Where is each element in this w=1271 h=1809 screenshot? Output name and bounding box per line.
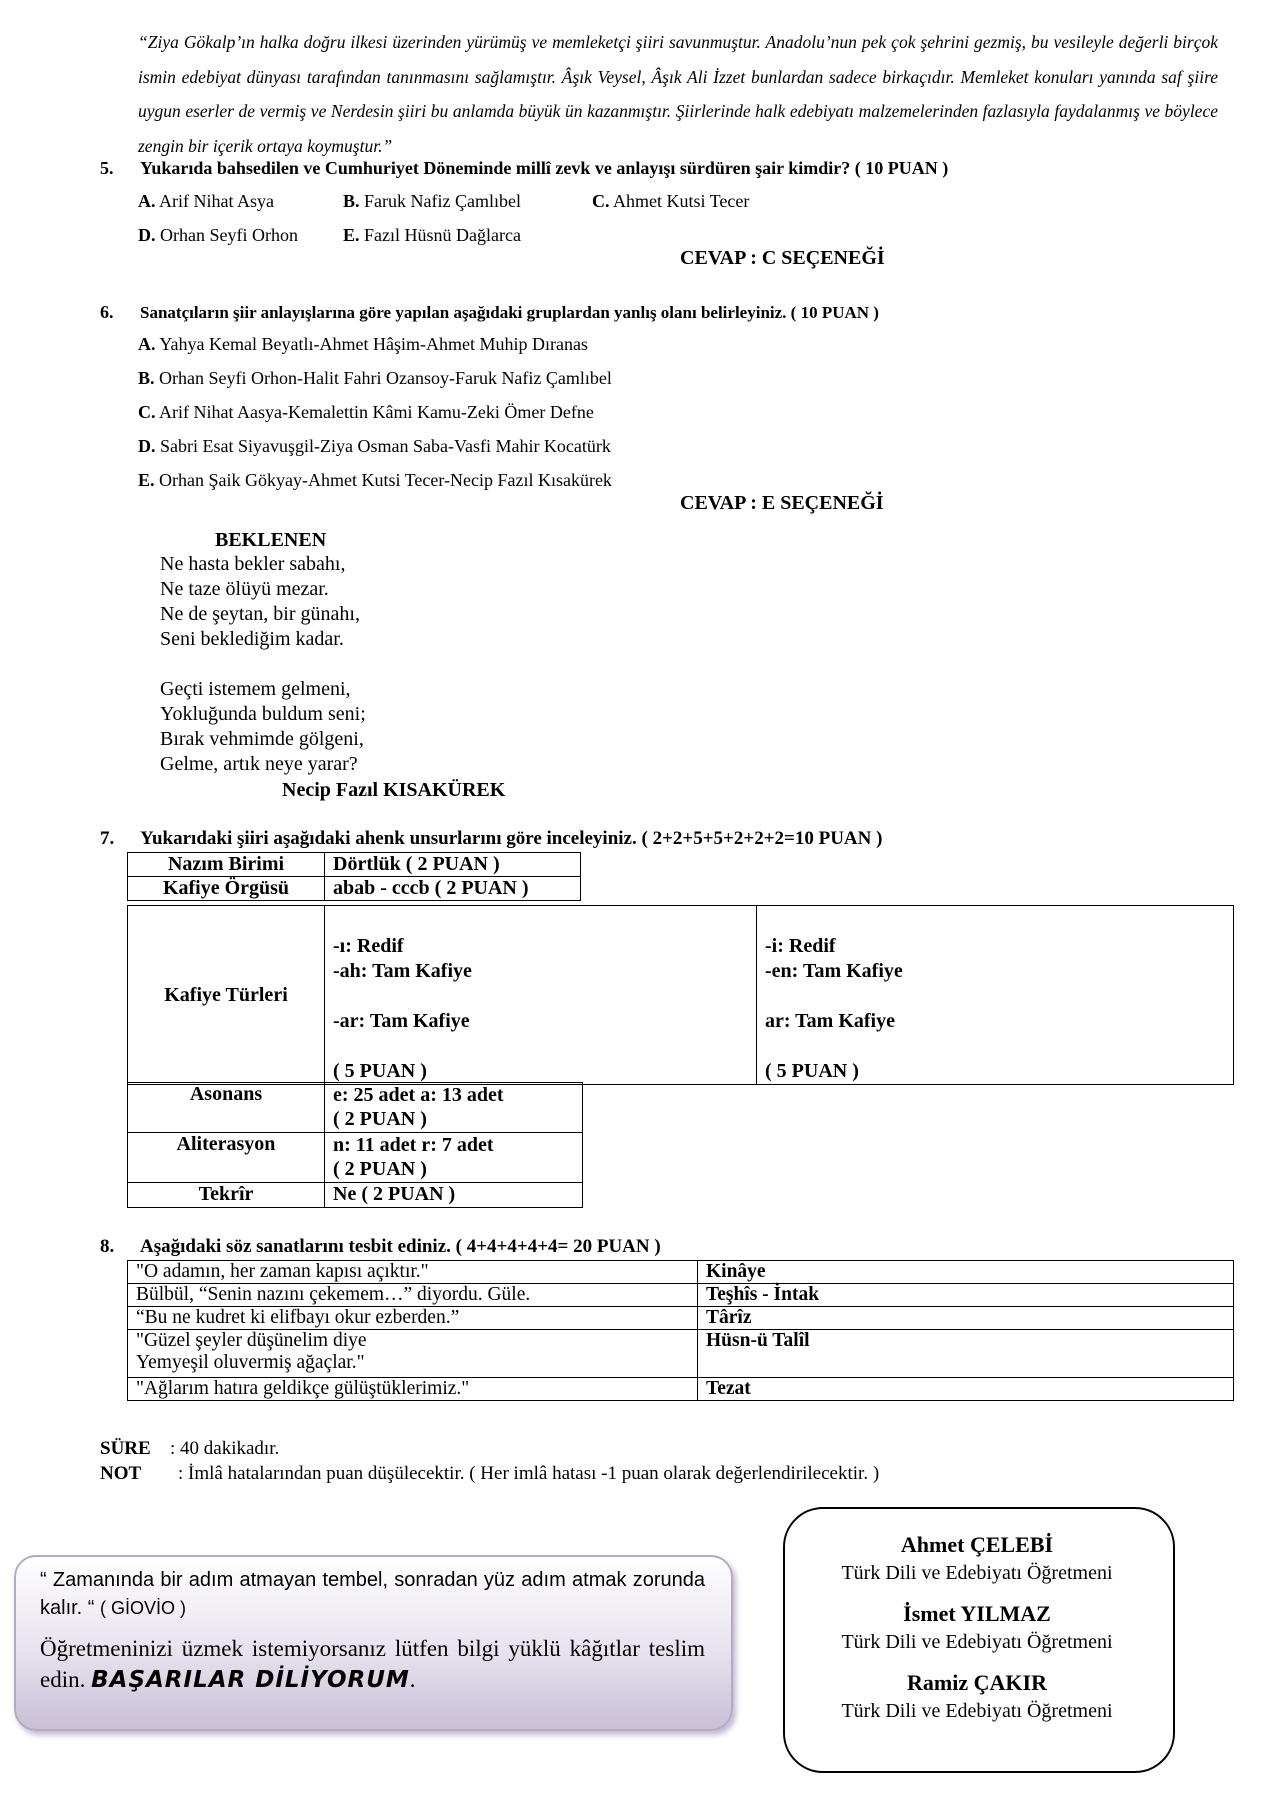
q8-sentence: Bülbül, “Senin nazını çekemem…” diyordu. Güle. [128,1284,698,1307]
kafiye-line: -i: Redif [765,935,836,957]
q5-option-d: D. Orhan Seyfi Orhon [138,225,298,245]
poem-line: Yokluğunda buldum seni; [160,703,366,725]
question-8-heading [100,1236,661,1258]
table-row [128,1284,1234,1307]
q8-answer: Teşhîs - İntak [698,1284,1234,1307]
sure-value: : 40 dakikadır. [170,1438,280,1459]
question-6-number: 6. [100,302,114,322]
q8-sentence: "O adamın, her zaman kapısı açıktır." [128,1261,698,1284]
asonans-label: Asonans [128,1083,325,1133]
kafiye-line: ( 5 PUAN ) [333,1060,427,1082]
q8-answer: Kinâye [698,1261,1234,1284]
not-line [100,1463,879,1485]
asonans-line: ( 2 PUAN ) [333,1108,427,1130]
poem-line: Gelme, artık neye yarar? [160,753,358,775]
table-row [128,1261,1234,1284]
q8-sentence: "Güzel şeyler düşünelim diye Yemyeşil oluvermiş ağaçlar." [128,1330,698,1378]
nazim-birimi-label: Nazım Birimi [128,853,325,877]
teacher-name: İsmet YILMAZ [903,1601,1051,1626]
poem-title: BEKLENEN [215,529,327,551]
quote-note [40,1633,705,1696]
question-7-heading [100,828,882,850]
q7-table-kafiye [127,905,1234,1085]
poem-line: Bırak vehmimde gölgeni, [160,728,364,750]
table-row [128,1307,1234,1330]
question-6-heading [100,302,879,323]
asonans-value [325,1083,583,1133]
kafiye-line [765,984,1225,1009]
q6-option-c: C. Arif Nihat Aasya-Kemalettin Kâmi Kamu-Zeki Ömer Defne [138,402,594,422]
kafiye-turleri-right [757,906,1234,1085]
aliterasyon-line: n: 11 adet r: 7 adet [333,1134,494,1156]
question-8-text: Aşağıdaki söz sanatlarını tesbit ediniz. ( 4+4+4+4+4= 20 PUAN ) [140,1236,661,1257]
teacher-title: Türk Dili ve Edebiyatı Öğretmeni [841,1562,1113,1584]
poem-line: Ne hasta bekler sabahı, [160,553,346,575]
sure-line [100,1438,279,1460]
q6-option-d: D. Sabri Esat Siyavuşgil-Ziya Osman Saba-Vasfi Mahir Kocatürk [138,436,611,456]
q8-answer: Târîz [698,1307,1234,1330]
q5-option-a: A. Arif Nihat Asya [138,191,274,211]
question-6-text: Sanatçıların şiir anlayışlarına göre yapılan aşağıdaki gruplardan yanlış olanı belirleyiniz. ( 10 PUAN ) [140,303,879,322]
question-5-number: 5. [100,158,114,178]
sure-label: SÜRE [100,1438,151,1459]
kafiye-line: -ar: Tam Kafiye [333,1010,470,1032]
q5-option-b: B. Faruk Nafiz Çamlıbel [343,191,521,211]
question-5-text: Yukarıda bahsedilen ve Cumhuriyet Döneminde millî zevk ve anlayışı sürdüren şair kimdir? ( 10 PUAN ) [140,158,949,178]
q5-answer: CEVAP : C SEÇENEĞİ [680,247,885,269]
q6-option-a: A. Yahya Kemal Beyatlı-Ahmet Hâşim-Ahmet Muhip Dıranas [138,334,588,354]
aliterasyon-value [325,1133,583,1183]
quote-sentence: “ Zamanında bir adım atmayan tembel, sonradan yüz adım atmak zorunda kalır. “ [40,1569,705,1619]
poem-line: Ne de şeytan, bir günahı, [160,603,360,625]
poem-line [160,652,366,677]
kafiye-line [765,1034,1225,1059]
kafiye-line [333,1034,748,1059]
kafiye-line: -ı: Redif [333,935,404,957]
poem-line: Geçti istemem gelmeni, [160,678,351,700]
not-value: : İmlâ hatalarından puan düşülecektir. ( Her imlâ hatası -1 puan olarak değerlendirilecektir. ) [178,1463,880,1484]
q6-answer: CEVAP : E SEÇENEĞİ [680,492,884,514]
question-7-text: Yukarıdaki şiiri aşağıdaki ahenk unsurlarını göre inceleyiniz. ( 2+2+5+5+2+2+2=10 PUAN ) [140,828,883,849]
kafiye-line: -ah: Tam Kafiye [333,960,472,982]
poem-line: Ne taze ölüyü mezar. [160,578,329,600]
kafiye-turleri-label: Kafiye Türleri [128,906,325,1085]
q8-sentence: “Bu ne kudret ki elifbayı okur ezberden.” [128,1307,698,1330]
q8-answer: Tezat [698,1378,1234,1401]
quote-text [40,1566,705,1622]
poem-body [160,552,366,777]
q5-option-e: E. Fazıl Hüsnü Dağlarca [343,225,521,245]
teacher-title: Türk Dili ve Edebiyatı Öğretmeni [841,1631,1113,1653]
kafiye-line: ar: Tam Kafiye [765,1010,895,1032]
quote-note-text: Öğretmeninizi üzmek istemiyorsanız lütfen bilgi yüklü kâğıtlar teslim edin. [40,1636,705,1692]
tekrir-value: Ne ( 2 PUAN ) [325,1183,583,1208]
kafiye-orgusu-label: Kafiye Örgüsü [128,877,325,901]
asonans-line: e: 25 adet a: 13 adet [333,1084,504,1106]
teacher-name: Ahmet ÇELEBİ [900,1532,1054,1557]
kafiye-turleri-left [325,906,757,1085]
tekrir-label: Tekrîr [128,1183,325,1208]
q5-option-c: C. Ahmet Kutsi Tecer [592,191,750,211]
q6-option-e: E. Orhan Şaik Gökyay-Ahmet Kutsi Tecer-Necip Fazıl Kısakürek [138,470,612,490]
table-row [128,1330,1234,1378]
q7-table-bottom [127,1082,583,1208]
q6-option-b: B. Orhan Seyfi Orhon-Halit Fahri Ozansoy-Faruk Nafiz Çamlıbel [138,368,612,388]
teacher-name: Ramiz ÇAKIR [907,1670,1047,1695]
table-row [128,1378,1234,1401]
kafiye-orgusu-value: abab - cccb ( 2 PUAN ) [325,877,581,901]
kafiye-line: -en: Tam Kafiye [765,960,903,982]
q8-sentence: "Ağlarım hatıra geldikçe gülüştüklerimiz." [128,1378,698,1401]
nazim-birimi-value: Dörtlük ( 2 PUAN ) [325,853,581,877]
quote-attribution: ( GİOVİO ) [100,1598,187,1618]
quote-emphasis: BAŞARILAR DİLİYORUM [91,1667,410,1693]
kafiye-line: ( 5 PUAN ) [765,1060,859,1082]
q8-answer: Hüsn-ü Talîl [698,1330,1234,1378]
teacher-title: Türk Dili ve Edebiyatı Öğretmeni [841,1700,1113,1722]
question-7-number: 7. [100,828,115,849]
question-5-heading [100,158,948,179]
poem-line: Seni beklediğim kadar. [160,628,344,650]
intro-paragraph: “Ziya Gökalp’ın halka doğru ilkesi üzerinden yürümüş ve memleketçi şiiri savunmuştur. Anadolu’nun pek çok şehrini gezmiş, bu vesileyle değerli birçok ismin edebiyat dünyası tarafından tanınmasını sağlamıştır. Âşık Veysel, Âşık Ali İzzet bunlardan sadece birkaçıdır. Memleket konuları yanında saf şiire uygun eserler de vermiş ve Nerdesin şiiri bu anlamda büyük ün kazanmıştır. Şiirlerinde halk edebiyatı malzemelerinden fazlasıyla faydalanmış ve böylece zengin bir içerik ortaya koymuştur.” [138,32,1218,156]
aliterasyon-label: Aliterasyon [128,1133,325,1183]
not-label: NOT [100,1463,142,1484]
poem-author: Necip Fazıl KISAKÜREK [282,779,506,801]
q7-table-top [127,852,581,901]
quote-end: . [409,1667,416,1692]
aliterasyon-line: ( 2 PUAN ) [333,1158,427,1180]
q8-table [127,1260,1234,1401]
question-8-number: 8. [100,1236,115,1257]
kafiye-line [333,984,748,1009]
